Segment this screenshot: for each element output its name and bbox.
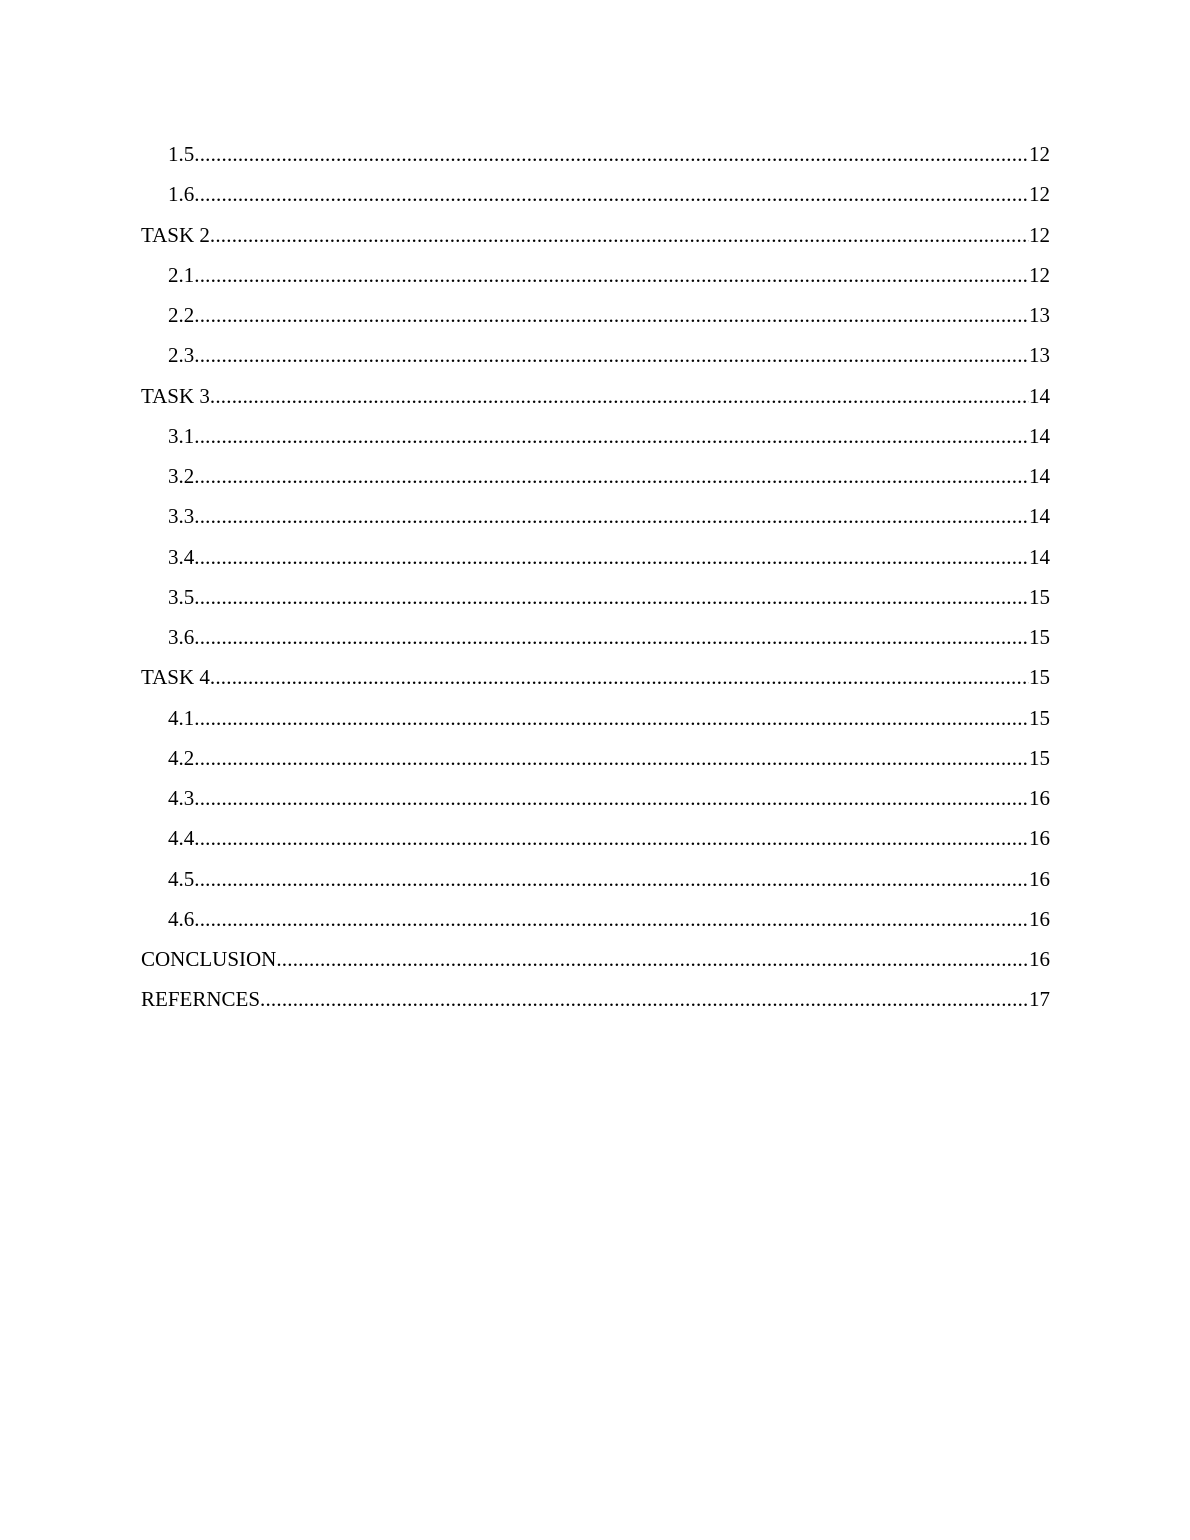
toc-entry-page-number: 12 — [1029, 182, 1050, 207]
toc-entry-label: 4.1 — [168, 705, 195, 730]
toc-entry-page-number: 13 — [1029, 303, 1050, 327]
toc-dot-leader — [194, 859, 1029, 899]
toc-entry[interactable] — [141, 255, 1050, 295]
toc-entry-label: 2.1 — [168, 262, 195, 287]
toc-entry-label: 1.5 — [168, 142, 195, 166]
toc-entry[interactable] — [141, 577, 1050, 617]
toc-dot-leader — [194, 537, 1029, 577]
toc-entry[interactable] — [141, 295, 1050, 335]
toc-entry[interactable] — [141, 778, 1050, 818]
toc-dot-leader — [194, 899, 1029, 939]
toc-entry-page-number: 16 — [1029, 947, 1050, 971]
toc-dot-leader — [194, 174, 1029, 214]
toc-entry[interactable] — [141, 416, 1050, 456]
table-of-contents — [141, 134, 1050, 1020]
toc-entry[interactable] — [141, 617, 1050, 657]
toc-dot-leader — [194, 617, 1029, 657]
toc-entry[interactable] — [141, 215, 1050, 255]
toc-entry-page-number: 14 — [1029, 423, 1050, 448]
toc-entry-page-number: 14 — [1029, 504, 1050, 529]
toc-entry-page-number: 15 — [1029, 745, 1050, 770]
toc-dot-leader — [194, 456, 1029, 496]
toc-entry-page-number: 17 — [1029, 987, 1050, 1012]
toc-dot-leader — [194, 738, 1029, 778]
toc-entry[interactable] — [141, 496, 1050, 536]
toc-entry-label: 3.2 — [168, 464, 195, 488]
toc-entry[interactable] — [141, 738, 1050, 778]
toc-dot-leader — [194, 818, 1029, 858]
toc-entry-page-number: 15 — [1029, 625, 1050, 649]
toc-entry-label: 2.3 — [168, 343, 195, 368]
toc-dot-leader — [276, 939, 1029, 979]
toc-entry[interactable] — [141, 335, 1050, 375]
toc-entry-label: TASK 3 — [141, 383, 210, 408]
toc-dot-leader — [210, 376, 1029, 416]
toc-dot-leader — [194, 698, 1029, 738]
toc-dot-leader — [194, 134, 1029, 174]
toc-entry[interactable] — [141, 376, 1050, 416]
toc-entry-page-number: 16 — [1029, 906, 1050, 931]
toc-entry[interactable] — [141, 939, 1050, 979]
toc-entry-label: 1.6 — [168, 182, 195, 207]
toc-entry-label: 4.5 — [168, 866, 195, 891]
toc-dot-leader — [260, 979, 1029, 1019]
toc-entry-label: TASK 4 — [141, 665, 210, 690]
toc-entry-page-number: 15 — [1029, 584, 1050, 609]
toc-dot-leader — [194, 335, 1029, 375]
toc-dot-leader — [194, 778, 1029, 818]
toc-entry-label: 4.3 — [168, 786, 195, 810]
toc-entry[interactable] — [141, 859, 1050, 899]
toc-dot-leader — [194, 416, 1029, 456]
toc-entry-label: 4.2 — [168, 745, 195, 770]
toc-entry[interactable] — [141, 537, 1050, 577]
toc-entry[interactable] — [141, 698, 1050, 738]
toc-entry-page-number: 14 — [1029, 383, 1050, 408]
toc-entry-page-number: 15 — [1029, 665, 1050, 690]
toc-entry-label: 4.4 — [168, 826, 195, 851]
toc-entry[interactable] — [141, 899, 1050, 939]
toc-dot-leader — [194, 295, 1029, 335]
toc-entry-page-number: 12 — [1029, 142, 1050, 166]
toc-dot-leader — [210, 215, 1029, 255]
toc-entry-page-number: 12 — [1029, 222, 1050, 247]
toc-dot-leader — [210, 657, 1029, 697]
toc-entry[interactable] — [141, 174, 1050, 214]
toc-entry-label: 3.1 — [168, 423, 195, 448]
toc-entry[interactable] — [141, 979, 1050, 1019]
toc-entry-label: 3.6 — [168, 625, 195, 649]
toc-entry-label: TASK 2 — [141, 222, 210, 247]
toc-entry-label: 4.6 — [168, 906, 195, 931]
toc-entry[interactable] — [141, 134, 1050, 174]
toc-entry-page-number: 16 — [1029, 866, 1050, 891]
toc-entry[interactable] — [141, 456, 1050, 496]
toc-entry-page-number: 16 — [1029, 826, 1050, 851]
toc-dot-leader — [194, 577, 1029, 617]
toc-entry-label: 3.5 — [168, 584, 195, 609]
toc-entry-page-number: 13 — [1029, 343, 1050, 368]
toc-entry-page-number: 12 — [1029, 262, 1050, 287]
toc-entry-page-number: 14 — [1029, 464, 1050, 488]
toc-entry-page-number: 14 — [1029, 544, 1050, 569]
toc-entry-label: 3.3 — [168, 504, 195, 529]
toc-entry-label: CONCLUSION — [141, 947, 277, 971]
toc-dot-leader — [194, 255, 1029, 295]
toc-dot-leader — [194, 496, 1029, 536]
toc-entry-label: 3.4 — [168, 544, 195, 569]
toc-entry-page-number: 16 — [1029, 786, 1050, 810]
toc-entry-label: REFERNCES — [141, 987, 261, 1012]
toc-entry-page-number: 15 — [1029, 705, 1050, 730]
toc-entry-label: 2.2 — [168, 303, 195, 327]
toc-entry[interactable] — [141, 657, 1050, 697]
toc-entry[interactable] — [141, 818, 1050, 858]
